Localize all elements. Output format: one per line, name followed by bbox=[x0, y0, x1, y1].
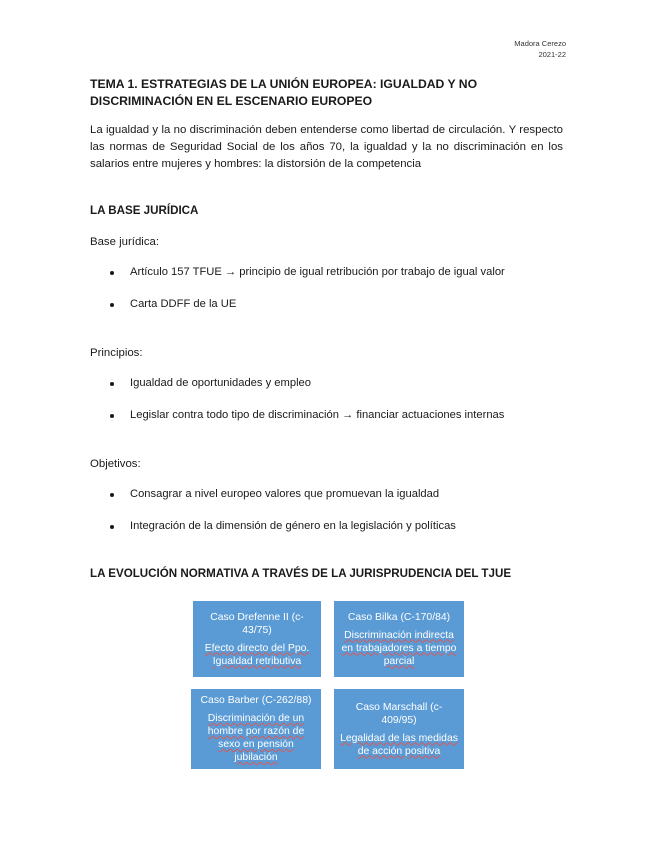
objetivos-label: Objetivos: bbox=[90, 458, 141, 470]
list-item bbox=[110, 297, 236, 312]
bullet-icon bbox=[110, 382, 114, 386]
list-item bbox=[110, 408, 504, 423]
case-box-marschall bbox=[334, 689, 464, 769]
list-item-text: Carta DDFF de la UE bbox=[130, 298, 237, 310]
case-title: Caso Marschall (c-409/95) bbox=[355, 701, 443, 726]
document-title: TEMA 1. ESTRATEGIAS DE LA UNIÓN EUROPEA: IGUALDAD Y NO DISCRIMINACIÓN EN EL ESCENARIO EUROPEO bbox=[90, 77, 478, 108]
case-title: Caso Barber (C-262/88) bbox=[200, 695, 312, 706]
bullet-icon bbox=[110, 525, 114, 529]
case-title: Caso Drefenne II (c-43/75) bbox=[210, 611, 304, 636]
case-box-barber bbox=[191, 689, 321, 769]
list-item-text: Artículo 157 TFUE → principio de igual retribución por trabajo de igual valor bbox=[130, 266, 505, 278]
base-juridica-label: Base jurídica: bbox=[90, 236, 160, 248]
intro-paragraph: La igualdad y la no discriminación deben entenderse como libertad de circulación. Y respecto las normas de Seguridad Social de los años 70, la igualdad y la no discriminación en los salarios entre mujeres y hombres: la distorsión de la competencia bbox=[90, 124, 563, 170]
case-box-bilka bbox=[334, 601, 464, 677]
case-box-drefenne bbox=[193, 601, 321, 677]
list-item bbox=[110, 376, 311, 391]
principios-label: Principios: bbox=[90, 347, 143, 359]
case-description: Discriminación indirecta en trabajadores a tiempo parcial bbox=[341, 629, 457, 667]
case-description: Legalidad de las medidas de acción positiva bbox=[340, 732, 458, 757]
list-item bbox=[110, 487, 439, 502]
section-heading-base-juridica: LA BASE JURÍDICA bbox=[90, 204, 199, 217]
case-description: Efecto directo del Ppo. Igualdad retributiva bbox=[204, 642, 310, 667]
list-item-text: Legislar contra todo tipo de discriminación → financiar actuaciones internas bbox=[130, 409, 505, 421]
list-item-text: Integración de la dimensión de género en la legislación y políticas bbox=[130, 520, 456, 532]
bullet-icon bbox=[110, 493, 114, 497]
list-item bbox=[110, 519, 456, 534]
bullet-icon bbox=[110, 303, 114, 307]
author-name: Madora Cerezo bbox=[514, 39, 566, 48]
case-description: Discriminación de un hombre por razón de sexo en pensión jubilación bbox=[207, 713, 305, 763]
bullet-icon bbox=[110, 414, 114, 418]
page-header bbox=[514, 38, 566, 60]
section-heading-evolucion: LA EVOLUCIÓN NORMATIVA A TRAVÉS DE LA JURISPRUDENCIA DEL TJUE bbox=[90, 567, 512, 580]
academic-year: 2021-22 bbox=[538, 50, 566, 59]
list-item bbox=[110, 265, 505, 280]
bullet-icon bbox=[110, 271, 114, 275]
list-item-text: Consagrar a nivel europeo valores que promuevan la igualdad bbox=[130, 488, 440, 500]
list-item-text: Igualdad de oportunidades y empleo bbox=[130, 377, 311, 389]
case-title: Caso Bilka (C-170/84) bbox=[347, 611, 451, 623]
